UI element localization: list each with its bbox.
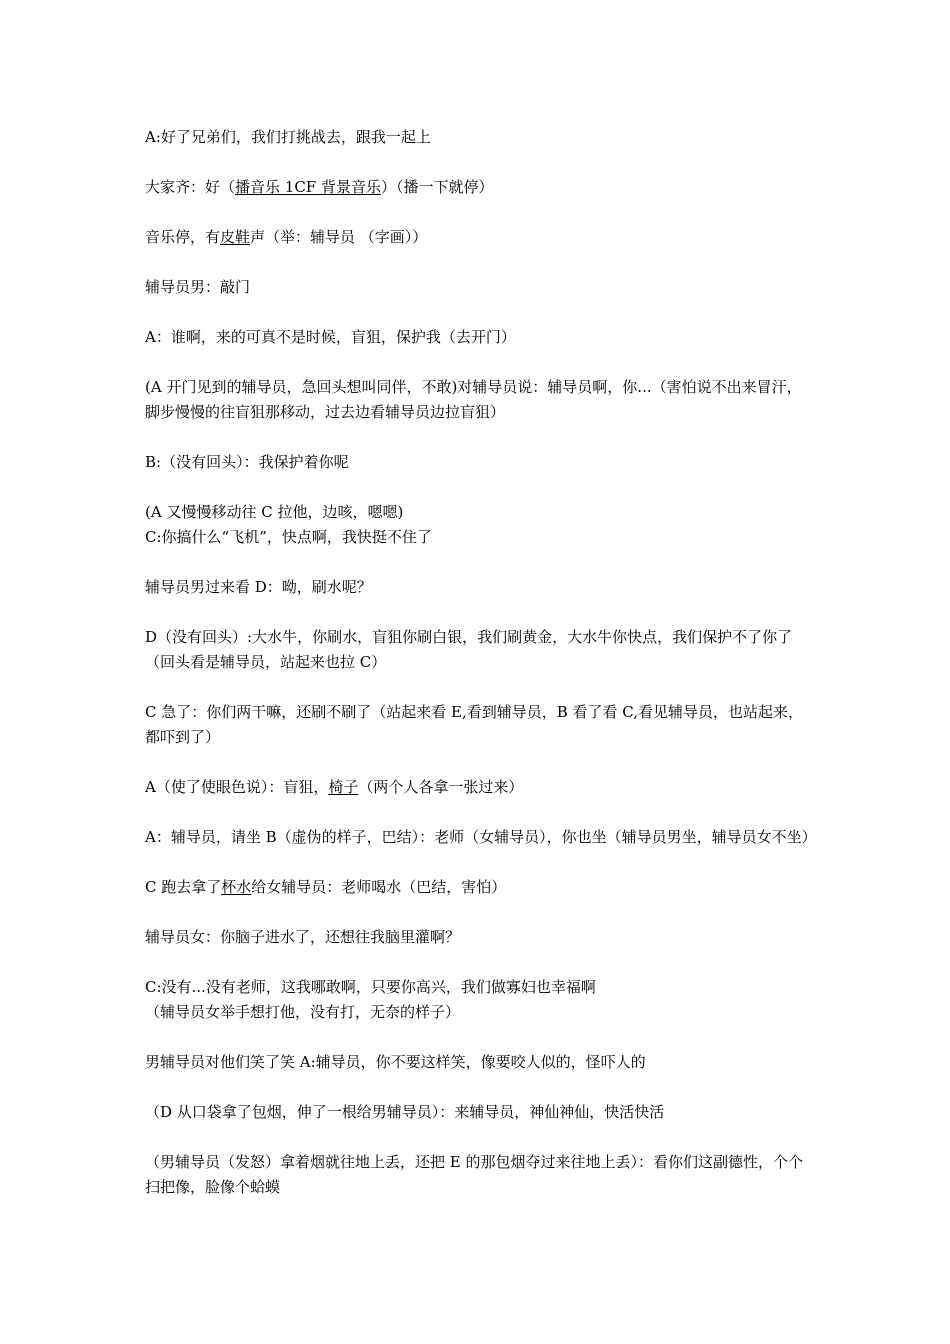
paragraph: [145, 775, 810, 800]
paragraph: [145, 700, 810, 750]
underlined-text: 皮鞋: [220, 228, 251, 246]
text-run: ）（播一下就停）: [380, 178, 494, 196]
text-run: 辅导员男过来看 D：呦，刷水呢？: [145, 578, 372, 596]
paragraph: [145, 125, 810, 150]
paragraph: [145, 875, 810, 900]
paragraph: [145, 375, 810, 425]
paragraph: [145, 175, 810, 200]
text-run: 音乐停，有: [145, 228, 221, 246]
paragraph: [145, 275, 810, 300]
paragraph: [145, 575, 810, 600]
text-run: A：辅导员，请坐 B（虚伪的样子，巴结）：老师（女辅导员），你也坐（辅导员男坐，辅导员女不坐）: [145, 828, 817, 846]
paragraph: [145, 1050, 810, 1075]
script-body: [145, 125, 817, 1225]
text-run: 辅导员男：敲门: [145, 278, 251, 296]
underlined-text: 椅子: [328, 778, 359, 796]
text-run: （D 从口袋拿了包烟，伸了一根给男辅导员）：来辅导员，神仙神仙，快活快活: [145, 1103, 665, 1121]
text-run: A（使了使眼色说）：盲狙，: [145, 778, 329, 796]
text-run: C 急了：你们两干嘛，还刷不刷了（站起来看 E,看到辅导员，B 看了看 C,看见辅导员，也站起来，都吓到了）: [145, 703, 804, 746]
paragraph: [145, 1150, 810, 1200]
text-run: A：谁啊，来的可真不是时候，盲狙，保护我（去开门）: [145, 328, 516, 346]
text-line: (A 又慢慢移动往 C 拉他，边咳，嗯嗯): [145, 503, 404, 521]
paragraph: [145, 925, 810, 950]
paragraph: [145, 1100, 810, 1125]
text-run: (A 开门见到的辅导员，急回头想叫同伴，不敢)对辅导员说：辅导员啊，你...（害怕说不出来冒汗，脚步慢慢的往盲狙那移动，过去边看辅导员边拉盲狙）: [145, 378, 802, 421]
text-run: 辅导员女：你脑子进水了，还想往我脑里灌啊？: [145, 928, 461, 946]
text-run: D（没有回头）:大水牛，你刷水，盲狙你刷白银，我们刷黄金，大水牛你快点，我们保护不了你了（回头看是辅导员，站起来也拉 C）: [145, 628, 793, 671]
paragraph: [145, 500, 810, 550]
text-run: A:好了兄弟们，我们打挑战去，跟我一起上: [145, 128, 431, 146]
text-run: B:（没有回头）：我保护着你呢: [145, 453, 349, 471]
text-run: C 跑去拿了: [145, 878, 222, 896]
underlined-text: 杯水: [221, 878, 252, 896]
text-run: 声（举：辅导员 （字画））: [250, 228, 428, 246]
paragraph: [145, 825, 817, 850]
paragraph: [145, 450, 810, 475]
paragraph: [145, 975, 810, 1025]
text-run: 给女辅导员：老师喝水（巴结，害怕）: [251, 878, 507, 896]
paragraph: [145, 325, 810, 350]
paragraph: [145, 625, 810, 675]
text-run: 男辅导员对他们笑了笑 A:辅导员，你不要这样笑，像要咬人似的，怪吓人的: [145, 1053, 646, 1071]
text-line: C:你搞什么“飞机”，快点啊，我快挺不住了: [145, 528, 432, 546]
underlined-text: 播音乐 1CF 背景音乐: [235, 178, 381, 196]
text-line: （辅导员女举手想打他，没有打，无奈的样子）: [145, 1003, 461, 1021]
text-run: （两个人各拿一张过来）: [358, 778, 524, 796]
paragraph: [145, 225, 810, 250]
text-run: 大家齐：好（: [145, 178, 236, 196]
text-line: C:没有...没有老师，这我哪敢啊，只要你高兴，我们做寡妇也幸福啊: [145, 978, 596, 996]
text-run: （男辅导员（发怒）拿着烟就往地上丢，还把 E 的那包烟夺过来往地上丢）：看你们这副德性，个个扫把像，脸像个蛤蟆: [145, 1153, 803, 1196]
